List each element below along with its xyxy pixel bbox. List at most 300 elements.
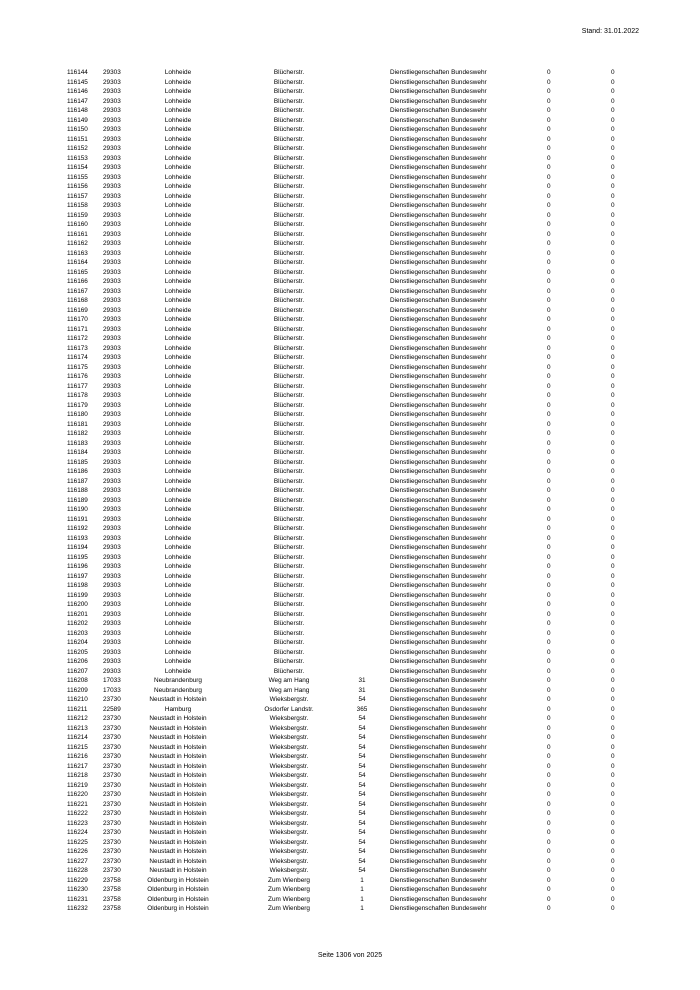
cell-value-a: 0	[547, 800, 551, 808]
cell-value-a: 0	[547, 829, 551, 836]
cell-plz: 29303	[103, 373, 121, 380]
cell-house-number-text: 365	[356, 705, 368, 713]
cell-house-number-text: 54	[358, 800, 366, 808]
cell-value-b: 0	[611, 420, 615, 428]
table-row	[0, 705, 700, 715]
table-row	[0, 876, 700, 886]
cell-plz: 29303	[103, 325, 121, 333]
cell-value-b: 0	[611, 192, 615, 200]
cell-value-b: 0	[611, 287, 615, 295]
cell-value-b: 0	[611, 78, 615, 86]
cell-street-text: Blücherstr.	[273, 202, 305, 209]
cell-id: 116232	[67, 905, 88, 912]
cell-value-b: 0	[611, 895, 615, 903]
cell-type: Dienstliegenschaften Bundeswehr	[390, 126, 487, 133]
cell-value-a: 0	[547, 895, 551, 903]
cell-value-a: 0	[547, 496, 551, 504]
cell-plz: 29303	[103, 107, 121, 114]
cell-city-text: Lohheide	[164, 78, 192, 86]
cell-value-a: 0	[547, 715, 551, 722]
cell-type: Dienstliegenschaften Bundeswehr	[390, 487, 487, 494]
cell-city-text: Neustadt in Holstein	[149, 762, 207, 770]
cell-id: 116215	[67, 743, 88, 751]
cell-plz: 23730	[103, 791, 121, 798]
cell-type: Dienstliegenschaften Bundeswehr	[390, 477, 487, 485]
data-table	[0, 68, 700, 914]
cell-street-text: Blücherstr.	[273, 667, 305, 675]
cell-city-text: Neustadt in Holstein	[149, 867, 207, 874]
cell-value-b: 0	[611, 325, 615, 333]
cell-plz: 29303	[103, 610, 121, 618]
cell-city-text: Lohheide	[164, 506, 192, 513]
cell-plz: 29303	[103, 439, 121, 447]
cell-plz: 23730	[103, 838, 121, 846]
cell-city-text: Lohheide	[164, 382, 192, 390]
cell-street-text: Blücherstr.	[273, 287, 305, 295]
cell-value-a: 0	[547, 819, 551, 827]
table-row	[0, 144, 700, 154]
cell-value-b: 0	[611, 240, 615, 247]
cell-plz: 29303	[103, 401, 121, 409]
cell-id: 116212	[67, 715, 88, 722]
table-row	[0, 448, 700, 458]
cell-plz: 29303	[103, 249, 121, 257]
cell-plz: 29303	[103, 344, 121, 352]
table-row	[0, 220, 700, 230]
cell-type: Dienstliegenschaften Bundeswehr	[390, 382, 487, 390]
table-row	[0, 819, 700, 829]
cell-type: Dienstliegenschaften Bundeswehr	[390, 876, 487, 884]
table-row	[0, 230, 700, 240]
cell-type: Dienstliegenschaften Bundeswehr	[390, 696, 487, 703]
cell-id: 116214	[67, 734, 88, 741]
cell-street-text: Blücherstr.	[273, 259, 305, 266]
cell-value-a: 0	[547, 211, 551, 219]
cell-plz: 29303	[103, 667, 121, 675]
cell-plz: 17033	[103, 686, 121, 694]
cell-street-text: Blücherstr.	[273, 221, 305, 228]
cell-type: Dienstliegenschaften Bundeswehr	[390, 78, 487, 86]
cell-value-a: 0	[547, 905, 551, 912]
cell-id: 116178	[67, 392, 88, 399]
cell-value-a: 0	[547, 278, 551, 285]
cell-value-a: 0	[547, 164, 551, 171]
cell-street-text: Osdorfer Landstr.	[264, 705, 314, 713]
cell-id: 116184	[67, 449, 88, 456]
cell-value-a: 0	[547, 534, 551, 542]
cell-street-text: Blücherstr.	[273, 458, 305, 466]
table-row	[0, 591, 700, 601]
cell-plz: 23730	[103, 762, 121, 770]
cell-id: 116147	[67, 97, 88, 105]
cell-id: 116204	[67, 639, 88, 646]
cell-type: Dienstliegenschaften Bundeswehr	[390, 648, 487, 656]
cell-house-number-text: 54	[358, 696, 366, 703]
table-row	[0, 553, 700, 563]
cell-city-text: Lohheide	[164, 468, 192, 475]
cell-value-b: 0	[611, 848, 615, 855]
cell-city-text: Lohheide	[164, 192, 192, 200]
cell-type: Dienstliegenschaften Bundeswehr	[390, 572, 487, 580]
cell-city-text: Neustadt in Holstein	[149, 819, 207, 827]
cell-id: 116179	[67, 401, 88, 409]
cell-value-b: 0	[611, 553, 615, 561]
table-row	[0, 353, 700, 363]
cell-city-text: Lohheide	[164, 667, 192, 675]
cell-value-a: 0	[547, 430, 551, 437]
cell-house-number-text: 54	[358, 734, 366, 741]
cell-plz: 23730	[103, 696, 121, 703]
cell-street-text: Zum Wienberg	[268, 895, 310, 903]
cell-street-text: Blücherstr.	[273, 382, 305, 390]
cell-id: 116148	[67, 107, 88, 114]
cell-id: 116150	[67, 126, 88, 133]
cell-value-a: 0	[547, 230, 551, 238]
cell-value-b: 0	[611, 449, 615, 456]
cell-value-a: 0	[547, 563, 551, 570]
cell-type: Dienstliegenschaften Bundeswehr	[390, 135, 487, 143]
cell-street-text: Blücherstr.	[273, 107, 305, 114]
cell-value-a: 0	[547, 411, 551, 418]
cell-id: 116155	[67, 173, 88, 181]
cell-plz: 29303	[103, 154, 121, 162]
cell-value-b: 0	[611, 496, 615, 504]
cell-city-text: Neustadt in Holstein	[149, 715, 207, 722]
cell-id: 116175	[67, 363, 88, 371]
cell-id: 116174	[67, 354, 88, 361]
cell-type: Dienstliegenschaften Bundeswehr	[390, 563, 487, 570]
cell-house-number-text: 54	[358, 715, 366, 722]
cell-street-text: Blücherstr.	[273, 420, 305, 428]
table-row	[0, 154, 700, 164]
cell-plz: 29303	[103, 563, 121, 570]
cell-street-text: Blücherstr.	[273, 430, 305, 437]
cell-value-b: 0	[611, 724, 615, 732]
table-row	[0, 904, 700, 914]
cell-house-number-text: 31	[358, 686, 366, 694]
cell-street-text: Blücherstr.	[273, 449, 305, 456]
table-row	[0, 515, 700, 525]
cell-street-text: Blücherstr.	[273, 211, 305, 219]
cell-street-text: Wieksbergstr.	[269, 781, 309, 789]
cell-plz: 29303	[103, 420, 121, 428]
cell-city-text: Neustadt in Holstein	[149, 772, 207, 779]
cell-type: Dienstliegenschaften Bundeswehr	[390, 259, 487, 266]
cell-value-b: 0	[611, 306, 615, 314]
cell-value-b: 0	[611, 781, 615, 789]
cell-city-text: Lohheide	[164, 107, 192, 114]
table-row	[0, 762, 700, 772]
cell-type: Dienstliegenschaften Bundeswehr	[390, 183, 487, 190]
cell-type: Dienstliegenschaften Bundeswehr	[390, 221, 487, 228]
cell-city-text: Neustadt in Holstein	[149, 848, 207, 855]
cell-type: Dienstliegenschaften Bundeswehr	[390, 553, 487, 561]
cell-house-number-text: 54	[358, 724, 366, 732]
cell-value-b: 0	[611, 97, 615, 105]
table-row	[0, 439, 700, 449]
cell-type: Dienstliegenschaften Bundeswehr	[390, 857, 487, 865]
cell-value-a: 0	[547, 354, 551, 361]
cell-street-text: Blücherstr.	[273, 487, 305, 494]
cell-plz: 29303	[103, 287, 121, 295]
cell-city-text: Neubrandenburg	[154, 677, 202, 684]
cell-house-number-text: 54	[358, 848, 366, 855]
cell-plz: 29303	[103, 496, 121, 504]
cell-value-b: 0	[611, 392, 615, 399]
cell-house-number-text: 54	[358, 762, 366, 770]
table-row	[0, 239, 700, 249]
cell-street-text: Blücherstr.	[273, 506, 305, 513]
cell-value-b: 0	[611, 610, 615, 618]
cell-type: Dienstliegenschaften Bundeswehr	[390, 905, 487, 912]
cell-city-text: Lohheide	[164, 658, 192, 665]
cell-city-text: Lohheide	[164, 316, 192, 323]
cell-value-b: 0	[611, 743, 615, 751]
cell-plz: 29303	[103, 363, 121, 371]
cell-plz: 29303	[103, 88, 121, 95]
cell-type: Dienstliegenschaften Bundeswehr	[390, 192, 487, 200]
cell-city-text: Lohheide	[164, 97, 192, 105]
cell-house-number-text: 54	[358, 772, 366, 779]
cell-type: Dienstliegenschaften Bundeswehr	[390, 753, 487, 760]
cell-value-b: 0	[611, 221, 615, 228]
cell-value-b: 0	[611, 563, 615, 570]
cell-street-text: Wieksbergstr.	[269, 791, 309, 798]
cell-plz: 29303	[103, 534, 121, 542]
cell-street-text: Blücherstr.	[273, 325, 305, 333]
cell-type: Dienstliegenschaften Bundeswehr	[390, 667, 487, 675]
cell-type: Dienstliegenschaften Bundeswehr	[390, 344, 487, 352]
cell-type: Dienstliegenschaften Bundeswehr	[390, 363, 487, 371]
cell-street-text: Blücherstr.	[273, 78, 305, 86]
cell-value-b: 0	[611, 202, 615, 209]
cell-value-b: 0	[611, 69, 615, 76]
cell-city-text: Lohheide	[164, 572, 192, 580]
cell-value-b: 0	[611, 126, 615, 133]
cell-street-text: Blücherstr.	[273, 154, 305, 162]
cell-type: Dienstliegenschaften Bundeswehr	[390, 439, 487, 447]
cell-street-text: Blücherstr.	[273, 192, 305, 200]
cell-id: 116191	[67, 515, 88, 523]
table-row	[0, 505, 700, 515]
cell-value-a: 0	[547, 705, 551, 713]
cell-plz: 29303	[103, 126, 121, 133]
cell-value-b: 0	[611, 354, 615, 361]
cell-city-text: Lohheide	[164, 325, 192, 333]
cell-street-text: Blücherstr.	[273, 639, 305, 646]
cell-house-number-text: 54	[358, 829, 366, 836]
cell-id: 116223	[67, 819, 88, 827]
cell-id: 116159	[67, 211, 88, 219]
table-row	[0, 866, 700, 876]
cell-id: 116205	[67, 648, 88, 656]
table-row	[0, 562, 700, 572]
cell-value-a: 0	[547, 525, 551, 532]
cell-type: Dienstliegenschaften Bundeswehr	[390, 838, 487, 846]
cell-plz: 29303	[103, 487, 121, 494]
table-row	[0, 809, 700, 819]
cell-type: Dienstliegenschaften Bundeswehr	[390, 515, 487, 523]
cell-house-number-text: 1	[360, 876, 364, 884]
cell-type: Dienstliegenschaften Bundeswehr	[390, 268, 487, 276]
table-row	[0, 724, 700, 734]
table-row	[0, 743, 700, 753]
cell-value-b: 0	[611, 116, 615, 124]
cell-plz: 29303	[103, 572, 121, 580]
cell-id: 116183	[67, 439, 88, 447]
cell-value-b: 0	[611, 544, 615, 551]
cell-value-a: 0	[547, 487, 551, 494]
cell-value-b: 0	[611, 316, 615, 323]
cell-type: Dienstliegenschaften Bundeswehr	[390, 743, 487, 751]
cell-type: Dienstliegenschaften Bundeswehr	[390, 496, 487, 504]
cell-id: 116218	[67, 772, 88, 779]
cell-street-text: Blücherstr.	[273, 344, 305, 352]
cell-city-text: Lohheide	[164, 354, 192, 361]
cell-plz: 29303	[103, 230, 121, 238]
cell-street-text: Blücherstr.	[273, 525, 305, 532]
cell-street-text: Blücherstr.	[273, 392, 305, 399]
table-row	[0, 486, 700, 496]
table-row	[0, 733, 700, 743]
cell-value-a: 0	[547, 553, 551, 561]
cell-city-text: Lohheide	[164, 430, 192, 437]
cell-value-a: 0	[547, 686, 551, 694]
table-row	[0, 106, 700, 116]
cell-street-text: Blücherstr.	[273, 268, 305, 276]
cell-type: Dienstliegenschaften Bundeswehr	[390, 411, 487, 418]
cell-plz: 29303	[103, 202, 121, 209]
cell-street-text: Wieksbergstr.	[269, 810, 309, 817]
cell-street-text: Blücherstr.	[273, 401, 305, 409]
cell-value-b: 0	[611, 373, 615, 380]
table-row	[0, 87, 700, 97]
cell-plz: 23730	[103, 743, 121, 751]
cell-city-text: Neustadt in Holstein	[149, 781, 207, 789]
table-row	[0, 391, 700, 401]
cell-id: 116197	[67, 572, 88, 580]
cell-value-a: 0	[547, 610, 551, 618]
cell-value-b: 0	[611, 819, 615, 827]
table-row	[0, 629, 700, 639]
cell-type: Dienstliegenschaften Bundeswehr	[390, 610, 487, 618]
table-row	[0, 885, 700, 895]
cell-street-text: Blücherstr.	[273, 335, 305, 342]
cell-value-b: 0	[611, 762, 615, 770]
table-row	[0, 344, 700, 354]
cell-id: 116185	[67, 458, 88, 466]
cell-street-text: Wieksbergstr.	[269, 857, 309, 865]
cell-id: 116145	[67, 78, 88, 86]
table-row	[0, 638, 700, 648]
table-row	[0, 125, 700, 135]
cell-house-number-text: 54	[358, 819, 366, 827]
cell-city-text: Oldenburg in Holstein	[147, 876, 209, 884]
cell-value-a: 0	[547, 221, 551, 228]
cell-value-b: 0	[611, 810, 615, 817]
cell-type: Dienstliegenschaften Bundeswehr	[390, 107, 487, 114]
cell-value-a: 0	[547, 240, 551, 247]
cell-value-b: 0	[611, 259, 615, 266]
cell-plz: 29303	[103, 297, 121, 304]
table-row	[0, 695, 700, 705]
cell-type: Dienstliegenschaften Bundeswehr	[390, 582, 487, 589]
cell-city-text: Lohheide	[164, 69, 192, 76]
cell-street-text: Wieksbergstr.	[269, 734, 309, 741]
cell-plz: 23730	[103, 829, 121, 836]
cell-plz: 29303	[103, 135, 121, 143]
cell-value-b: 0	[611, 525, 615, 532]
cell-id: 116168	[67, 297, 88, 304]
cell-value-b: 0	[611, 107, 615, 114]
cell-type: Dienstliegenschaften Bundeswehr	[390, 278, 487, 285]
cell-id: 116206	[67, 658, 88, 665]
cell-value-a: 0	[547, 591, 551, 599]
table-row	[0, 410, 700, 420]
cell-street-text: Wieksbergstr.	[269, 715, 309, 722]
cell-value-a: 0	[547, 401, 551, 409]
cell-value-a: 0	[547, 734, 551, 741]
cell-value-b: 0	[611, 487, 615, 494]
cell-plz: 23730	[103, 715, 121, 722]
cell-value-a: 0	[547, 648, 551, 656]
cell-type: Dienstliegenschaften Bundeswehr	[390, 848, 487, 855]
table-row	[0, 477, 700, 487]
cell-street-text: Wieksbergstr.	[269, 819, 309, 827]
cell-value-a: 0	[547, 363, 551, 371]
cell-plz: 17033	[103, 677, 121, 684]
cell-type: Dienstliegenschaften Bundeswehr	[390, 724, 487, 732]
table-row	[0, 771, 700, 781]
cell-city-text: Lohheide	[164, 553, 192, 561]
table-row	[0, 287, 700, 297]
cell-street-text: Blücherstr.	[273, 363, 305, 371]
cell-street-text: Wieksbergstr.	[269, 867, 309, 874]
table-row	[0, 847, 700, 857]
cell-city-text: Lohheide	[164, 173, 192, 181]
cell-type: Dienstliegenschaften Bundeswehr	[390, 325, 487, 333]
cell-type: Dienstliegenschaften Bundeswehr	[390, 97, 487, 105]
cell-value-a: 0	[547, 544, 551, 551]
cell-value-a: 0	[547, 677, 551, 684]
cell-street-text: Blücherstr.	[273, 306, 305, 314]
cell-id: 116219	[67, 781, 88, 789]
cell-type: Dienstliegenschaften Bundeswehr	[390, 886, 487, 893]
cell-value-a: 0	[547, 468, 551, 475]
cell-value-b: 0	[611, 154, 615, 162]
cell-type: Dienstliegenschaften Bundeswehr	[390, 781, 487, 789]
cell-value-a: 0	[547, 867, 551, 874]
cell-street-text: Blücherstr.	[273, 439, 305, 447]
cell-city-text: Lohheide	[164, 392, 192, 399]
cell-street-text: Weg am Hang	[268, 677, 310, 684]
table-row	[0, 524, 700, 534]
cell-street-text: Blücherstr.	[273, 563, 305, 570]
cell-street-text: Blücherstr.	[273, 534, 305, 542]
table-row	[0, 895, 700, 905]
cell-city-text: Lohheide	[164, 249, 192, 257]
cell-id: 116187	[67, 477, 88, 485]
cell-city-text: Neustadt in Holstein	[149, 743, 207, 751]
table-row	[0, 857, 700, 867]
cell-value-b: 0	[611, 515, 615, 523]
cell-value-b: 0	[611, 439, 615, 447]
cell-city-text: Lohheide	[164, 278, 192, 285]
cell-house-number-text: 54	[358, 810, 366, 817]
cell-city-text: Lohheide	[164, 544, 192, 551]
cell-city-text: Neustadt in Holstein	[149, 724, 207, 732]
cell-value-a: 0	[547, 192, 551, 200]
